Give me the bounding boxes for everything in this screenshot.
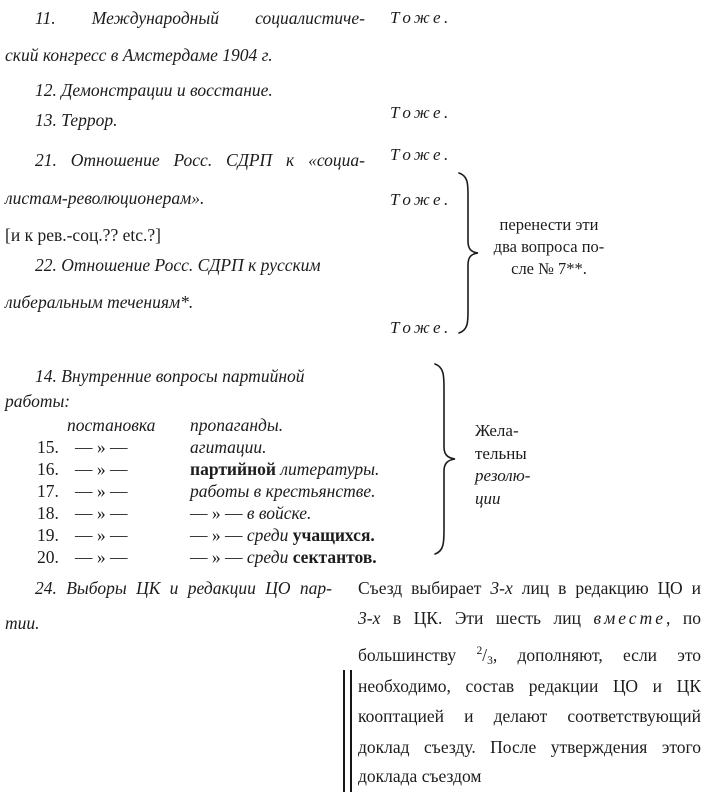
table-header-row [0,415,460,437]
agenda-item-11-line1: 11. Международный социалистиче- [35,8,365,28]
row-19-desc [190,525,375,546]
row-19-number: 19. [37,525,59,545]
fraction-numerator: 2 [476,645,483,657]
resolution-line6: доклад съезду. После утверждения этого [358,737,701,757]
resolution-line3-seg2: , дополняют, если это [492,645,701,665]
margin-note-desirable-line1: Жела- [475,421,519,440]
bracket-note: [и к рев.-соц.?? etc.?] [5,225,161,245]
table-row-17 [0,481,460,503]
row-18-ditto: — » — [75,503,128,523]
row-16-desc-italic: литературы. [276,459,380,479]
agenda-item-21-line2: листам-революционерам». [5,188,205,208]
row-16-ditto: — » — [75,459,128,479]
table-row-20 [0,547,460,569]
agenda-item-24-line1: 24. Выборы ЦК и редакции ЦО пар- [35,578,332,598]
agenda-item-14-line1: 14. Внутренние вопросы партийной [35,366,305,386]
resolution-line2-seg4: , по [665,608,701,628]
row-15-ditto: — » — [75,437,128,457]
row-20-number: 20. [37,547,59,567]
resolution-line1 [358,578,701,598]
curly-brace-icon-transfer [455,171,481,339]
resolution-line2-seg1: 3-х [358,608,381,628]
resolution-line5: кооптацией и делают соответствующий [358,706,701,726]
row-15-desc: агитации. [190,437,267,457]
margin-note-desirable-line3: резолю- [475,466,531,485]
margin-note-transfer-line1: перенести эти [499,215,599,234]
table-row-16 [0,459,460,481]
row-18-desc [190,503,311,524]
agenda-item-14-line2: работы: [5,391,71,411]
row-17-ditto: — » — [75,481,128,501]
agenda-item-13-line1: 13. Террор. [35,110,118,130]
row-17-number: 17. [37,481,59,501]
tozhe-note-2: Тоже. [390,103,452,122]
margin-note-transfer-line2: два вопроса по- [493,237,605,256]
row-16-desc-bold: партийной [190,459,277,479]
row-19-desc-italic: среди [246,525,293,545]
row-19-ditto2: — » — [190,525,247,545]
table-row-15 [0,437,460,459]
table-row-18 [0,503,460,525]
resolution-line1-seg3: лиц в редакцию ЦО и [512,578,701,598]
agenda-item-21-line1: 21. Отношение Росс. СДРП к «социа- [35,150,365,170]
resolution-line1-seg1: Съезд выбирает [358,578,491,598]
row-20-desc-italic: среди [246,547,293,567]
margin-note-desirable-line4: ции [475,488,501,508]
row-18-ditto2: — » — [190,503,247,523]
table-header-col2: постановка [67,415,156,435]
agenda-item-22-line1: 22. Отношение Росс. СДРП к русским [35,255,321,275]
resolution-line2-seg2: в ЦК. Эти шесть лиц [380,608,594,628]
margin-note-desirable [475,420,530,510]
fraction-two-thirds [476,645,492,665]
row-15-number: 15. [37,437,59,457]
resolution-line7: доклада съездом [358,766,482,786]
agenda-item-11-line2: ский конгресс в Амстердаме 1904 г. [5,45,273,65]
fraction-slash: / [482,645,488,665]
resolution-line3-seg1: большинству [358,645,477,665]
row-16-number: 16. [37,459,59,479]
agenda-item-22-line2: либеральным течениям*. [5,292,194,312]
resolution-line1-seg2: 3-х [490,578,513,598]
row-19-desc-bold: учащихся. [292,525,375,545]
table-header-col3: пропаганды. [190,415,284,435]
resolution-line3 [358,641,701,671]
double-rule [343,670,352,792]
row-19-ditto: — » — [75,525,128,545]
row-18-desc-italic: в войске. [246,503,312,523]
resolution-line2 [358,608,701,628]
table-row-19 [0,525,460,547]
resolution-line2-seg3: вместе [593,608,666,628]
tozhe-note-1: Тоже. [390,8,452,27]
resolution-line4: необходимо, состав редакции ЦО и ЦК [358,676,701,696]
margin-note-transfer-line3: сле № 7**. [511,259,587,278]
row-20-ditto: — » — [75,547,128,567]
agenda-item-12-line1: 12. Демонстрации и восстание. [35,80,273,100]
curly-brace-icon-desirable [431,362,459,558]
row-17-desc: работы в крестьянстве. [190,481,376,501]
row-18-number: 18. [37,503,59,523]
row-20-desc [190,547,377,568]
margin-note-transfer [486,214,612,280]
row-20-desc-bold: сектантов. [292,547,377,567]
row-20-ditto2: — » — [190,547,247,567]
fraction-denominator: 3 [487,655,493,667]
tozhe-note-4: Тоже. [390,190,452,209]
row-16-desc [190,459,379,480]
tozhe-note-3: Тоже. [390,145,452,164]
agenda-item-24-line2: тии. [5,613,40,633]
margin-note-desirable-line2: тельны [475,443,527,463]
tozhe-note-5: Тоже. [390,318,452,337]
